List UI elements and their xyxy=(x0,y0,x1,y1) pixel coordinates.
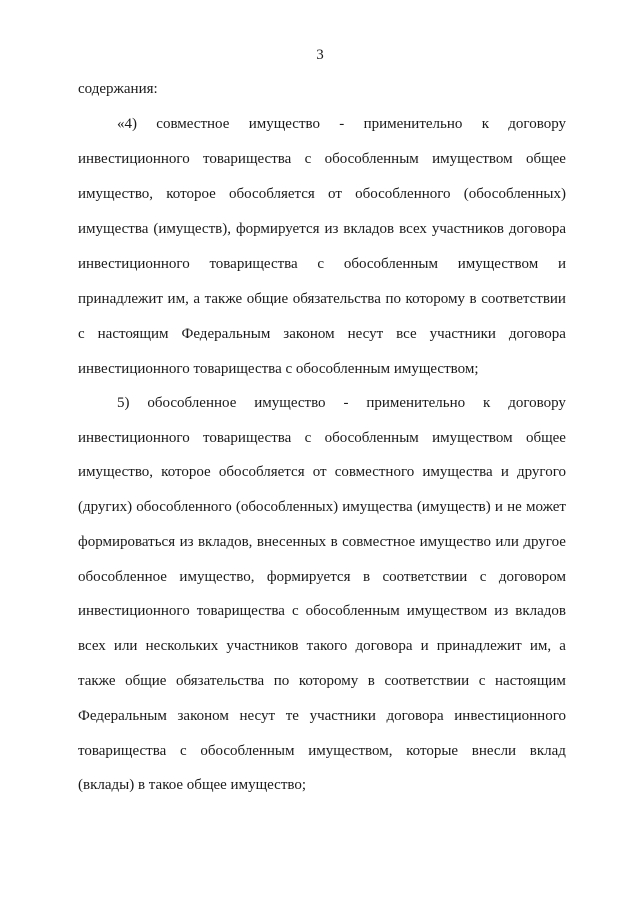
word: обособленным xyxy=(305,603,400,619)
word: с xyxy=(291,603,299,619)
word: которое xyxy=(161,464,211,480)
word: принадлежит xyxy=(436,638,522,654)
word: в xyxy=(469,291,477,307)
word: с xyxy=(304,151,312,167)
word: из xyxy=(494,603,509,619)
text-line xyxy=(78,255,566,273)
word: в xyxy=(330,534,338,550)
word: - xyxy=(339,116,345,132)
word: вклад xyxy=(529,743,566,759)
word: (обособленных) xyxy=(235,499,339,515)
word: те xyxy=(285,708,299,724)
word: законом xyxy=(283,326,335,342)
word: в xyxy=(367,673,375,689)
word: имущество, xyxy=(179,569,255,585)
word: имущества xyxy=(422,464,493,480)
word: принадлежит xyxy=(78,291,163,307)
text-line xyxy=(78,602,566,620)
word: обособленное xyxy=(78,569,167,585)
word: вкладов, xyxy=(197,534,253,550)
word: товарищества xyxy=(203,430,292,446)
word: с xyxy=(317,256,325,272)
word: совместное xyxy=(156,116,230,132)
word: не xyxy=(507,499,522,515)
text-line xyxy=(78,742,566,760)
word: обособленного xyxy=(136,499,232,515)
text-line xyxy=(78,325,566,343)
word: Федеральным xyxy=(78,708,167,724)
word: общее xyxy=(525,151,566,167)
word: с xyxy=(304,430,312,446)
word: инвестиционного xyxy=(78,603,190,619)
word: с xyxy=(478,673,486,689)
word: которое xyxy=(166,186,216,202)
word: применительно xyxy=(363,116,463,132)
text-line xyxy=(117,394,566,412)
word: и xyxy=(494,499,503,515)
word: договора xyxy=(386,708,444,724)
word: и xyxy=(420,638,429,654)
word: (имуществ) xyxy=(416,499,491,515)
word: соответствии xyxy=(384,673,470,689)
word: от xyxy=(312,464,327,480)
word: по xyxy=(273,673,290,689)
word: имуществом, xyxy=(308,743,393,759)
word: другое xyxy=(523,534,566,550)
word: применительно xyxy=(366,395,466,411)
word: договором xyxy=(498,569,566,585)
word: которому xyxy=(405,291,465,307)
word: обязательства xyxy=(292,291,381,307)
word: инвестиционного xyxy=(454,708,566,724)
word: обособленного xyxy=(355,186,451,202)
word: также xyxy=(78,673,116,689)
text-line xyxy=(117,115,566,133)
word: имущество, xyxy=(78,464,154,480)
word: договору xyxy=(508,395,566,411)
word: обособленным xyxy=(200,743,295,759)
word: обязательства xyxy=(176,673,265,689)
word: товарищества xyxy=(196,603,285,619)
word: участников xyxy=(226,638,299,654)
word: совместного xyxy=(334,464,415,480)
word: обособляется xyxy=(229,186,315,202)
word: законом xyxy=(177,708,229,724)
word: несут xyxy=(239,708,276,724)
word: имущества xyxy=(342,499,413,515)
word: а xyxy=(193,291,201,307)
word: инвестиционного xyxy=(78,430,190,446)
word: участники xyxy=(429,326,496,342)
word: имущество xyxy=(254,395,326,411)
word: с xyxy=(78,326,85,342)
word: договора xyxy=(508,221,566,237)
word: из xyxy=(324,221,339,237)
word: всех xyxy=(78,638,106,654)
word: имущество xyxy=(248,116,320,132)
text-line xyxy=(78,707,566,725)
text-line xyxy=(78,290,566,308)
word: участники xyxy=(309,708,376,724)
word: им, xyxy=(529,638,552,654)
word: имущества xyxy=(78,221,149,237)
text-line: инвестиционного товарищества с обособленным имуществом; xyxy=(78,361,479,377)
word: из xyxy=(179,534,194,550)
text-line xyxy=(78,672,566,690)
word: по xyxy=(385,291,401,307)
word: имущество, xyxy=(78,186,154,202)
word: к xyxy=(481,116,489,132)
text-line: (вклады) в такое общее имущество; xyxy=(78,777,307,793)
word: такого xyxy=(306,638,348,654)
page-number: 3 xyxy=(316,47,324,63)
word: с xyxy=(179,743,187,759)
word: - xyxy=(343,395,349,411)
word: (обособленных) xyxy=(463,186,566,202)
word: имуществом xyxy=(406,603,488,619)
word: товарищества xyxy=(209,256,298,272)
word: или xyxy=(113,638,138,654)
text-line xyxy=(78,568,566,586)
text-line: содержания: xyxy=(78,81,158,97)
text-line xyxy=(78,150,566,168)
word: также xyxy=(204,291,243,307)
text-line xyxy=(78,498,566,516)
word: имуществом xyxy=(432,430,513,446)
word: договора xyxy=(508,326,566,342)
word: обособляется xyxy=(218,464,305,480)
text-line xyxy=(78,429,566,447)
word: к xyxy=(483,395,491,411)
word: участников xyxy=(431,221,504,237)
word: или xyxy=(495,534,519,550)
word: 5) xyxy=(117,395,130,411)
word: которые xyxy=(406,743,459,759)
word: несут xyxy=(347,326,384,342)
word: всех xyxy=(399,221,427,237)
word: общие xyxy=(246,291,289,307)
word: соответствии xyxy=(382,569,468,585)
word: внесли xyxy=(471,743,517,759)
word: формироваться xyxy=(78,534,176,550)
word: настоящим xyxy=(495,673,566,689)
word: договора xyxy=(355,638,413,654)
word: обособленным xyxy=(343,256,439,272)
word: и xyxy=(500,464,509,480)
word: имущество xyxy=(419,534,491,550)
word: общие xyxy=(125,673,167,689)
word: обособленным xyxy=(324,430,419,446)
word: соответствии xyxy=(481,291,566,307)
word: все xyxy=(396,326,417,342)
word: (других) xyxy=(78,499,133,515)
word: с xyxy=(479,569,487,585)
word: вкладов xyxy=(343,221,395,237)
word: Федеральным xyxy=(181,326,271,342)
word: в xyxy=(362,569,371,585)
text-line xyxy=(78,533,566,551)
word: формируется xyxy=(235,221,320,237)
word: а xyxy=(559,638,566,654)
word: товарищества xyxy=(203,151,292,167)
word: инвестиционного xyxy=(78,256,190,272)
word: им, xyxy=(167,291,189,307)
word: имуществом xyxy=(457,256,539,272)
word: имуществом xyxy=(432,151,513,167)
word: обособленным xyxy=(324,151,419,167)
word: общее xyxy=(525,430,566,446)
word: инвестиционного xyxy=(78,151,190,167)
word: от xyxy=(328,186,342,202)
word: вкладов xyxy=(515,603,566,619)
word: совместное xyxy=(342,534,416,550)
word: и xyxy=(557,256,566,272)
word: товарищества xyxy=(78,743,167,759)
word: может xyxy=(525,499,566,515)
word: которому xyxy=(298,673,359,689)
word: обособленное xyxy=(147,395,237,411)
text-line xyxy=(78,220,566,238)
text-line xyxy=(78,185,566,203)
word: формируется xyxy=(266,569,351,585)
word: договору xyxy=(508,116,566,132)
text-line xyxy=(78,463,566,481)
word: настоящим xyxy=(97,326,169,342)
word: другого xyxy=(517,464,566,480)
word: «4) xyxy=(117,116,137,132)
text-line xyxy=(78,637,566,655)
word: внесенных xyxy=(256,534,327,550)
word: нескольких xyxy=(145,638,219,654)
word: (имуществ), xyxy=(153,221,231,237)
